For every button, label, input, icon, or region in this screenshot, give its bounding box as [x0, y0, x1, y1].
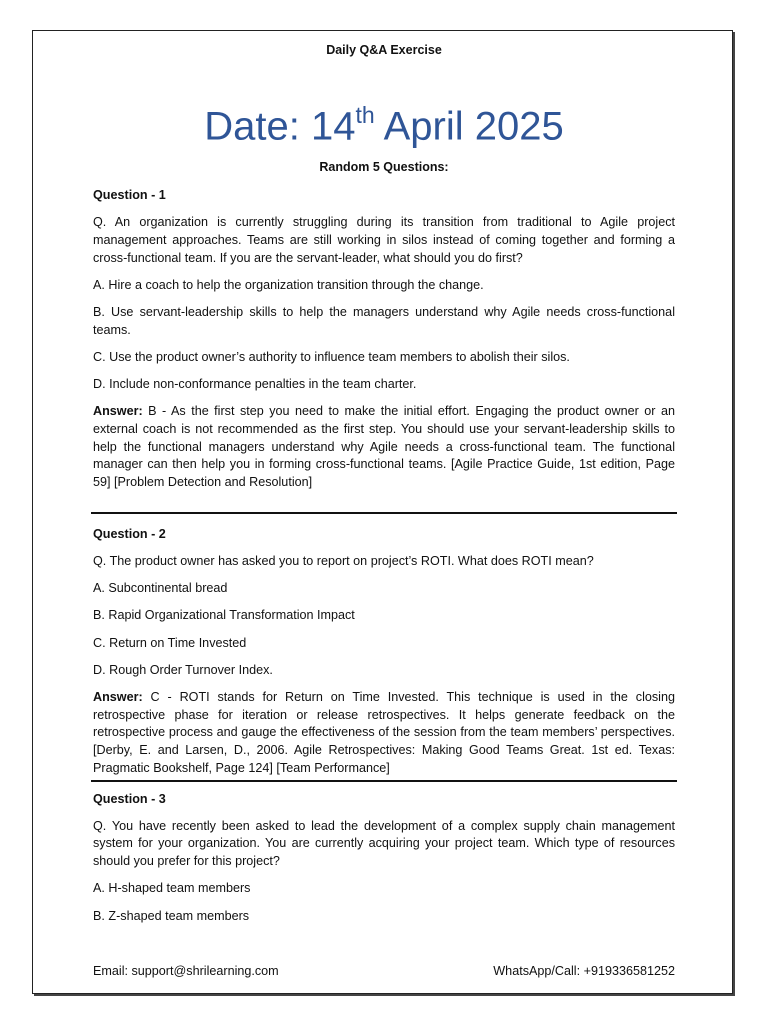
- question-1-answer: [93, 403, 675, 492]
- answer-label: Answer:: [93, 404, 143, 419]
- question-1-option-a: A. Hire a coach to help the organization transition through the change.: [93, 277, 484, 292]
- question-3-text: Q. You have recently been asked to lead the development of a complex supply chain management system for your organization. You are currently acquiring your project team. Which type of resources should you prefer for this project?: [93, 818, 675, 869]
- question-2-option-d: D. Rough Order Turnover Index.: [93, 662, 273, 677]
- date-superscript: th: [355, 102, 375, 128]
- question-1-option-b: B. Use servant-leadership skills to help the managers understand why Agile needs cross-functional teams.: [93, 305, 675, 337]
- question-1-text: Q. An organization is currently struggling during its transition from traditional to Agile project management approaches. Teams are still working in silos instead of coming together and forming a cross-functional team. If you are the servant-leader, what should you do first?: [93, 215, 675, 265]
- answer-text: C - ROTI stands for Return on Time Invested. This technique is used in the closing retrospective phase for iteration or release retrospectives. It helps generate feedback on the retrospective process and gauge the effectiveness of the session from the team members’ perspectives. [Derby, E. and Larsen, D., 2006. Agile Retrospectives: Making Good Teams Great. 1st ed. Texas: Pragmatic Bookshelf, Page 124] [Team Performance]: [93, 690, 675, 775]
- date-prefix: Date: 14: [204, 104, 356, 149]
- page-date: [0, 104, 768, 149]
- question-3-option-a: A. H-shaped team members: [93, 881, 251, 896]
- page-header: Daily Q&A Exercise: [326, 43, 442, 57]
- section-subheading: Random 5 Questions:: [319, 160, 449, 174]
- footer-phone: WhatsApp/Call: +919336581252: [493, 964, 675, 978]
- question-1-option-c: C. Use the product owner’s authority to influence team members to abolish their silos.: [93, 349, 570, 364]
- section-divider: [91, 512, 677, 514]
- question-2-option-b: B. Rapid Organizational Transformation Impact: [93, 608, 355, 623]
- question-2-option-a: A. Subcontinental bread: [93, 581, 228, 596]
- question-2-answer: [93, 689, 675, 778]
- date-suffix: April 2025: [374, 104, 564, 149]
- answer-label: Answer:: [93, 690, 143, 705]
- question-3-title: Question - 3: [93, 791, 166, 806]
- section-divider: [91, 780, 677, 782]
- questions-content: [93, 187, 675, 935]
- question-3-option-b: B. Z-shaped team members: [93, 908, 250, 923]
- question-1-option-d: D. Include non-conformance penalties in the team charter.: [93, 377, 417, 392]
- question-2-option-c: C. Return on Time Invested: [93, 635, 247, 650]
- footer-email: Email: support@shrilearning.com: [93, 964, 279, 978]
- question-2-title: Question - 2: [93, 526, 166, 541]
- question-1-title: Question - 1: [93, 188, 166, 202]
- answer-text: B - As the first step you need to make the initial effort. Engaging the product owner or an external coach is not recommended as the first step. You should use your servant-leadership skills to help the functional managers understand why Agile needs a cross-functional team. The functional manager can then help you in forming cross-functional teams. [Agile Practice Guide, 1st edition, Page 59] [Problem Detection and Resolution]: [93, 404, 675, 490]
- question-2-text: Q. The product owner has asked you to report on project’s ROTI. What does ROTI mean?: [93, 554, 594, 569]
